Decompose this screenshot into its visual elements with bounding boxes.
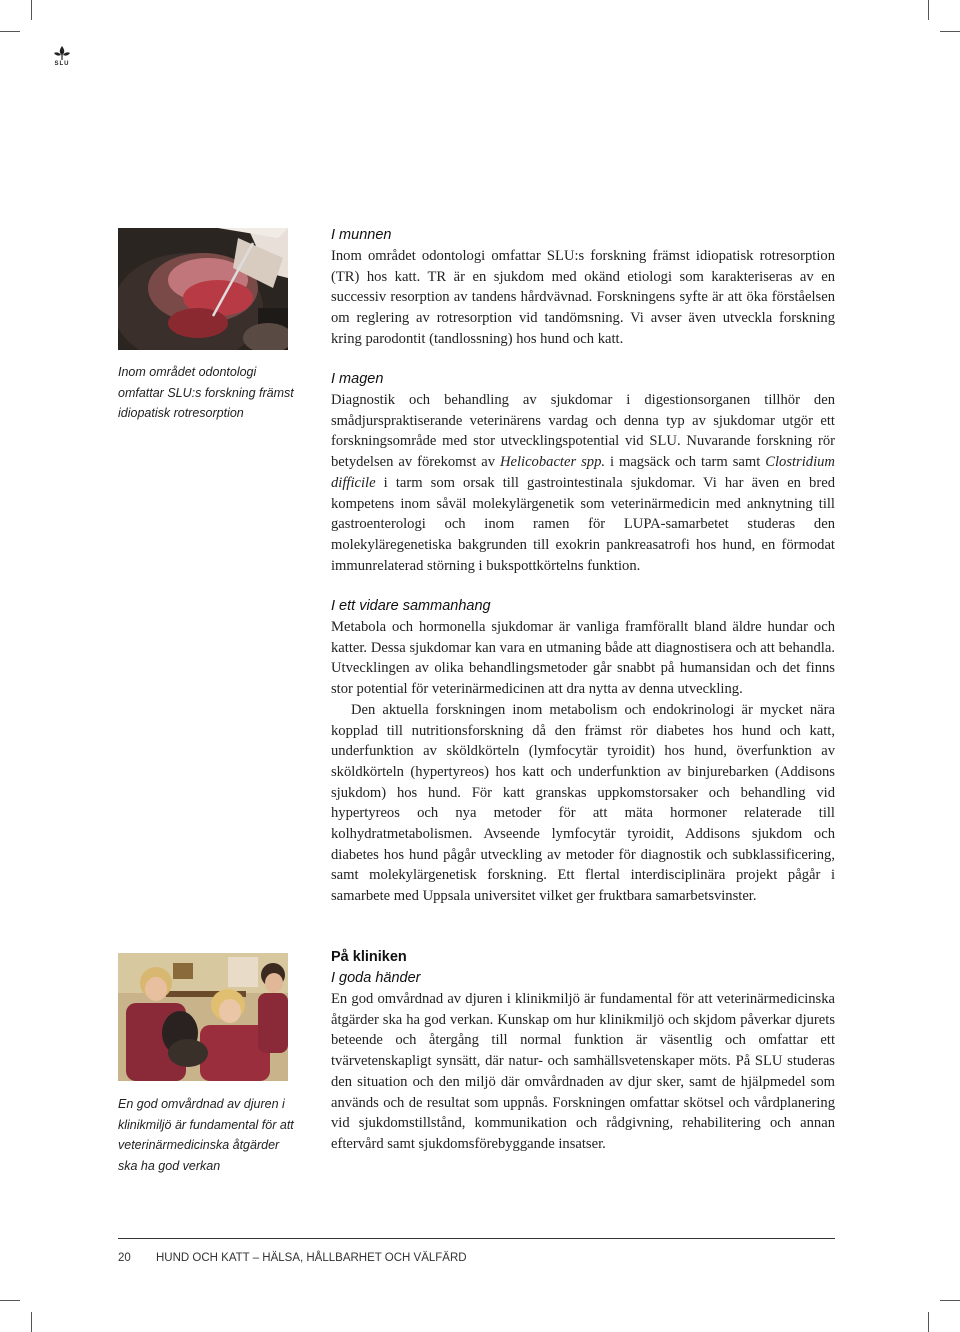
crop-mark [928,0,929,20]
crop-mark [31,0,32,20]
section-munnen [331,225,835,350]
section-heading: I magen [331,371,384,387]
species-name: Helicobacter spp. [499,454,606,471]
crop-mark [940,31,960,32]
footer-rule [118,1238,835,1239]
veterinary-staff-photo [118,953,288,1081]
crop-mark [0,31,20,32]
section-kliniken [331,947,835,1155]
section-body: Metabola och hormonella sjukdomar är vanliga framförallt bland äldre hundar och katter. Dessa sjukdomar kan vara en utmaning både att diagnostisera och att behandla. Utvecklingen av olika behandlingsmetoder går snabbt på humansidan och det finns stor potential för veterinärmedicinen att dra nytta av denna utveckling. [331,619,835,698]
section-body: Inom området odontologi omfattar SLU:s forskning främst idiopatisk rotresorption (TR) hos katt. TR är en sjukdom med okänd etiologi som karakteriseras av en successiv resorption av tandens hårdvävnad. Forskningens syfte är att öka förståelsen om reglering av rotresorption vid tandömsning. Vi avser även utveckla forskning kring parodontit (tandlossning) hos hund och katt. [331,248,835,347]
crop-mark [0,1300,20,1301]
section-body [331,390,835,576]
crop-mark [31,1312,32,1332]
slu-leaf-icon [48,44,76,72]
body-text: i magsäck och tarm samt [605,454,766,471]
section-subheading: I goda händer [331,970,421,986]
crop-mark [928,1312,929,1332]
body-text: i tarm som orsak till gastrointestinala sjukdomar. Vi har även en bred kompetens inom såväl molekylärgenetik som veterinärmedicin med anknytning till gastroenterologi och inom ramen för LUPA-samarbetet studeras den molekyläregenetiska bakgrunden till exokrin pankreasatrofi hos hund, en förmodat immunrelaterad störning i bukspottkörtelns funktion. [331,474,835,574]
section-heading: I ett vidare sammanhang [331,598,491,614]
figure-caption: En god omvårdnad av djuren i klinikmiljö är fundamental för att veterinärmedicinska åtgärder ska ha god verkan [118,1097,294,1173]
section-magen [331,369,835,576]
section-heading: På kliniken [331,949,407,965]
section-body: En god omvårdnad av djuren i klinikmiljö är fundamental för att veterinärmedicinska åtgärder ska ha god verkan. Kunskap om hur klinikmiljö och skjdom påverkar djurets beteende och återgång till normal funktion är väsentlig och omfattar ett tvärvetenskapligt synsätt, där natur- och samhällsvetenskaper möts. På SLU studeras den situation och den miljö där omvårdnaden av djur sker, samt de hjälpmedel som används och de resultat som uppnås. Forskningen omfattar skötsel och vårdplanering vid sjukdomstillstånd, kommunikation och rådgivning, rehabilitering och annan eftervård samt sjukdomsförebyggande insatser. [331,991,835,1152]
footer-title: HUND OCH KATT – HÄLSA, HÅLLBARHET OCH VÄLFÄRD [156,1252,467,1264]
section-body: Den aktuella forskningen inom metabolism och endokrinologi är mycket nära kopplad till nutritionsforskning då den främst rör diabetes hos hund och katt, underfunktion av sköldkörteln (lymfocytär tyroidit) hos hund, överfunktion av sköldkörteln (hypertyreos) hos katt och underfunktion av binjurebarken (Addisons sjukdom) hos hund. För katt granskas uppkomstorsaker och behandling vid hypertyreos och nya metoder för att mäta hormoner relaterade till kolhydratmetabolismen. Avseende lymfocytär tyroidit, Addisons sjukdom och diabetes hos hund pågår utveckling av metoder för diagnostik och subklassificering, samt molekylärgenetisk forskning. Ett flertal interdisciplinära projekt pågår i samarbete med Uppsala universitet vilket ger fruktbara samarbetsvinster. [331,701,835,905]
species-name: Clostridium difficile [331,454,835,491]
section-sammanhang [331,596,835,907]
page-number: 20 [118,1252,131,1264]
logo-text: SLU [54,61,70,67]
section-heading: I munnen [331,227,392,243]
figure-caption: Inom området odontologi omfattar SLU:s forskning främst idiopatisk rotresorption [118,365,294,420]
body-text: Diagnostik och behandling av sjukdomar i digestionsorganen tillhör den smådjurspraktiserande veterinärens vardag och denna typ av sjukdomar utgör ett forskningsområde med stor utvecklingspotential vid SLU. Nuvarande forskning rör betydelsen av förekomst av [331,392,835,471]
crop-mark [940,1300,960,1301]
cat-teeth-photo [118,228,288,350]
